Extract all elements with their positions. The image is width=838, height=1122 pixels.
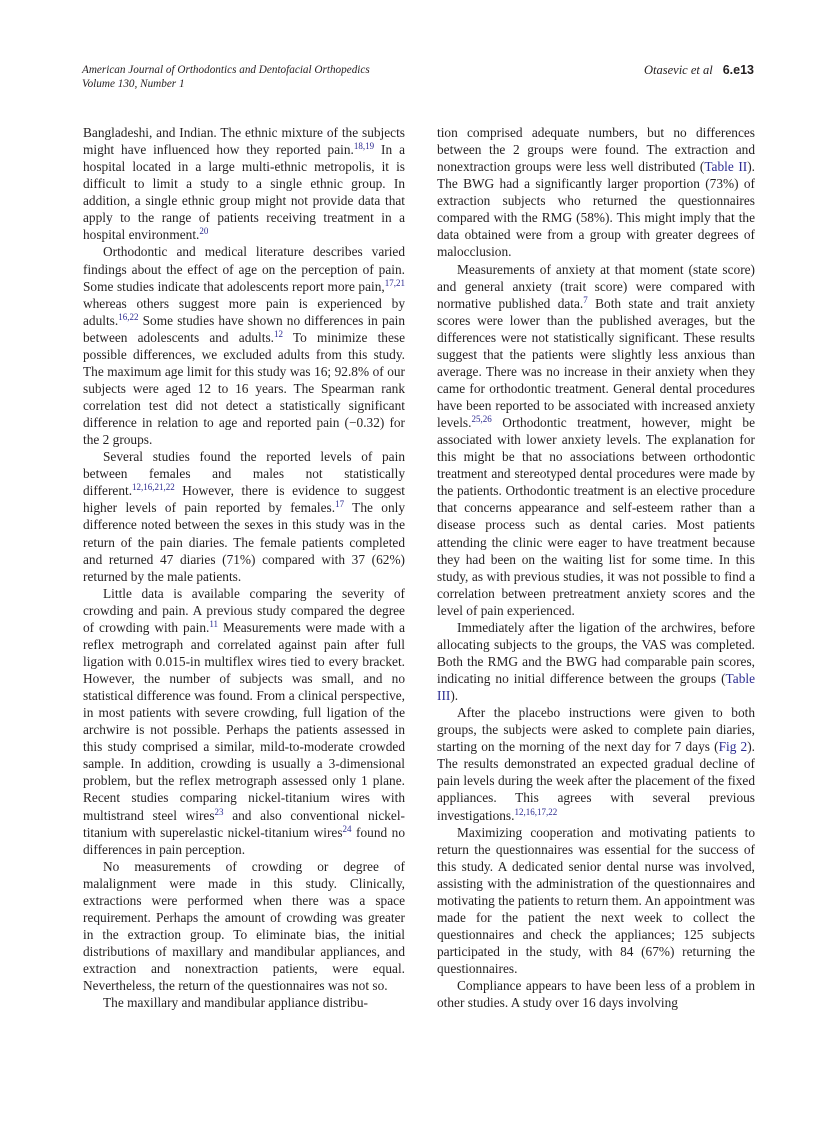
- citation-link[interactable]: 25,26: [471, 414, 492, 425]
- citation-link[interactable]: 7: [583, 294, 588, 305]
- figure-link[interactable]: Fig 2: [718, 739, 748, 755]
- page-number: 6.e13: [722, 63, 754, 77]
- table-link[interactable]: Table III: [437, 671, 755, 704]
- journal-title: American Journal of Orthodontics and Dentofacial Orthopedics: [82, 64, 370, 76]
- paragraph: Several studies found the reported levels of pain between females and males not statistically different.$^{12,16,21,22}$ However, there is evidence to suggest higher levels of pain reported by females.$^{17}$ The only difference noted between the sexes in this study was in the return of the pain diaries. The female patients completed and returned 47 diaries (71%) compared with 37 (62%) returned by the male patients.: [83, 449, 405, 584]
- citation-link[interactable]: 12,16,21,22: [132, 482, 175, 493]
- paragraph: Measurements of anxiety at that moment (state score) and general anxiety (trait score) were compared with normative published data.$^7$ Both state and trait anxiety scores were lower than the published averages, but the differences were not statistically significant. These results suggest that the patients were slightly less anxious than average. There was no increase in their anxiety when they came for orthodontic treatment. General dental procedures have been reported to be associated with increased anxiety levels.$^{25,26}$ Orthodontic treatment, however, might be associated with lower anxiety levels. The explanation for this might be that no associations between orthodontic treatment and stereotyped dental procedures were made by the patients. Orthodontic treatment is an elective procedure that concerns appearance and self-esteem rather than a disease process such as dental caries. Most patients attending the clinic were eager to have treatment because they had been on the waiting list for some time. In this study, as with previous studies, it was not possible to find a correlation between pretreatment anxiety scores and the level of pain experienced.: [437, 261, 755, 618]
- citation-link[interactable]: 11: [209, 618, 219, 629]
- citation-link[interactable]: 18,19: [353, 141, 375, 152]
- paragraph: Bangladeshi, and Indian. The ethnic mixture of the subjects might have influenced how they reported pain.$^{18,19}$ In a hospital located in a large multi-ethnic metropolis, it is difficult to limit a study to a single ethnic group. In addition, a single ethnic group might not provide data that apply to the range of patients receiving treatment in a hospital environment.$^{20}$: [83, 125, 405, 243]
- paragraph: Little data is available comparing the severity of crowding and pain. A previous study compared the degree of crowding with pain.$^{11}$ Measurements were made with a reflex metrograph and correlated against pain after full ligation with 0.015-in multiflex wires tied to every bracket. However, the number of subjects was small, and no statistical difference was found. From a clinical perspective, in most patients with severe crowding, full ligation of the archwire is not possible. Perhaps the patients assessed in this study comprised a similar, mild-to-moderate crowded sample. In addition, crowding is usually a 3-dimensional problem, but the reflex metrograph assessed only 1 plane. Recent studies comparing nickel-titanium wires with multistrand steel wires$^{23}$ and also conventional nickel-titanium with superelastic nickel-titanium wires$^{24}$ found no differences in pain perception.: [83, 585, 405, 857]
- citation-link[interactable]: 20: [199, 226, 209, 237]
- right-column: [437, 124, 755, 1011]
- running-author: Otasevic et al: [643, 63, 713, 77]
- paragraph: No measurements of crowding or degree of malalignment were made in this study. Clinically, extractions were performed when there was a space requirement. Perhaps the amount of crowding was greater in the extraction group. To eliminate bias, the initial distributions of maxillary and mandibular appliances, and extraction and nonextraction patients, were equal. Nevertheless, the return of the questionnaires was not so.: [83, 858, 405, 994]
- journal-volume: Volume 130, Number 1: [82, 78, 185, 90]
- citation-link[interactable]: 17,21: [384, 277, 405, 288]
- paragraph: The maxillary and mandibular appliance distribu-: [103, 995, 368, 1011]
- left-column: [83, 124, 405, 1011]
- paragraph: Compliance appears to have been less of a problem in other studies. A study over 16 days involving: [437, 978, 755, 1011]
- paragraph: After the placebo instructions were given to both groups, the subjects were asked to complete pain diaries, starting on the morning of the next day for 7 days (Fig 2). The results demonstrated an expected gradual decline of pain levels during the week after the placement of the fixed appliances. This agrees with several previous investigations.$^{12,16,17,22}$: [437, 705, 756, 823]
- journal-info: [82, 63, 370, 91]
- citation-link[interactable]: 24: [342, 823, 352, 834]
- citation-link[interactable]: 16,22: [118, 311, 139, 322]
- paragraph: tion comprised adequate numbers, but no differences between the 2 groups were found. The extraction and nonextraction groups were less well distributed (Table II). The BWG had a significantly larger proportion (73%) of extraction subjects who returned the questionnaires compared with the RMG (58%). This might imply that the data obtained were from a group with greater degrees of malocclusion.: [437, 125, 755, 260]
- author-page: [644, 63, 754, 78]
- citation-link[interactable]: 12: [273, 328, 283, 339]
- paragraph: Immediately after the ligation of the archwires, before allocating subjects to the groups, the VAS was completed. Both the RMG and the BWG had comparable pain scores, indicating no initial difference between the groups (Table III).: [437, 619, 755, 704]
- table-link[interactable]: Table II: [704, 159, 748, 175]
- citation-link[interactable]: 12,16,17,22: [514, 806, 558, 817]
- citation-link[interactable]: 17: [335, 499, 345, 510]
- paragraph: Maximizing cooperation and motivating patients to return the questionnaires was essential for the success of this study. A dedicated senior dental nurse was involved, assisting with the administration of the questionnaires and motivating the patients to return them. An appointment was made for the patient the next week to collect the questionnaires and check the appliances; 125 subjects participated in the study, with 84 (67%) returning the questionnaires.: [437, 824, 755, 977]
- citation-link[interactable]: 23: [214, 806, 224, 817]
- paragraph: Orthodontic and medical literature describes varied findings about the effect of age on the perception of pain. Some studies indicate that adolescents report more pain,$^{17,21}$ whereas others suggest more pain is experienced by adults.$^{16,22}$ Some studies have shown no differences in pain between adolescents and adults.$^{12}$ To minimize these possible differences, we excluded adults from this study. The maximum age limit for this study was 16; 92.8% of our subjects were aged 12 to 16 years. The Spearman rank correlation test did not detect a statistically significant difference in relation to age and reported pain (−0.32) for the 2 groups.: [83, 244, 405, 448]
